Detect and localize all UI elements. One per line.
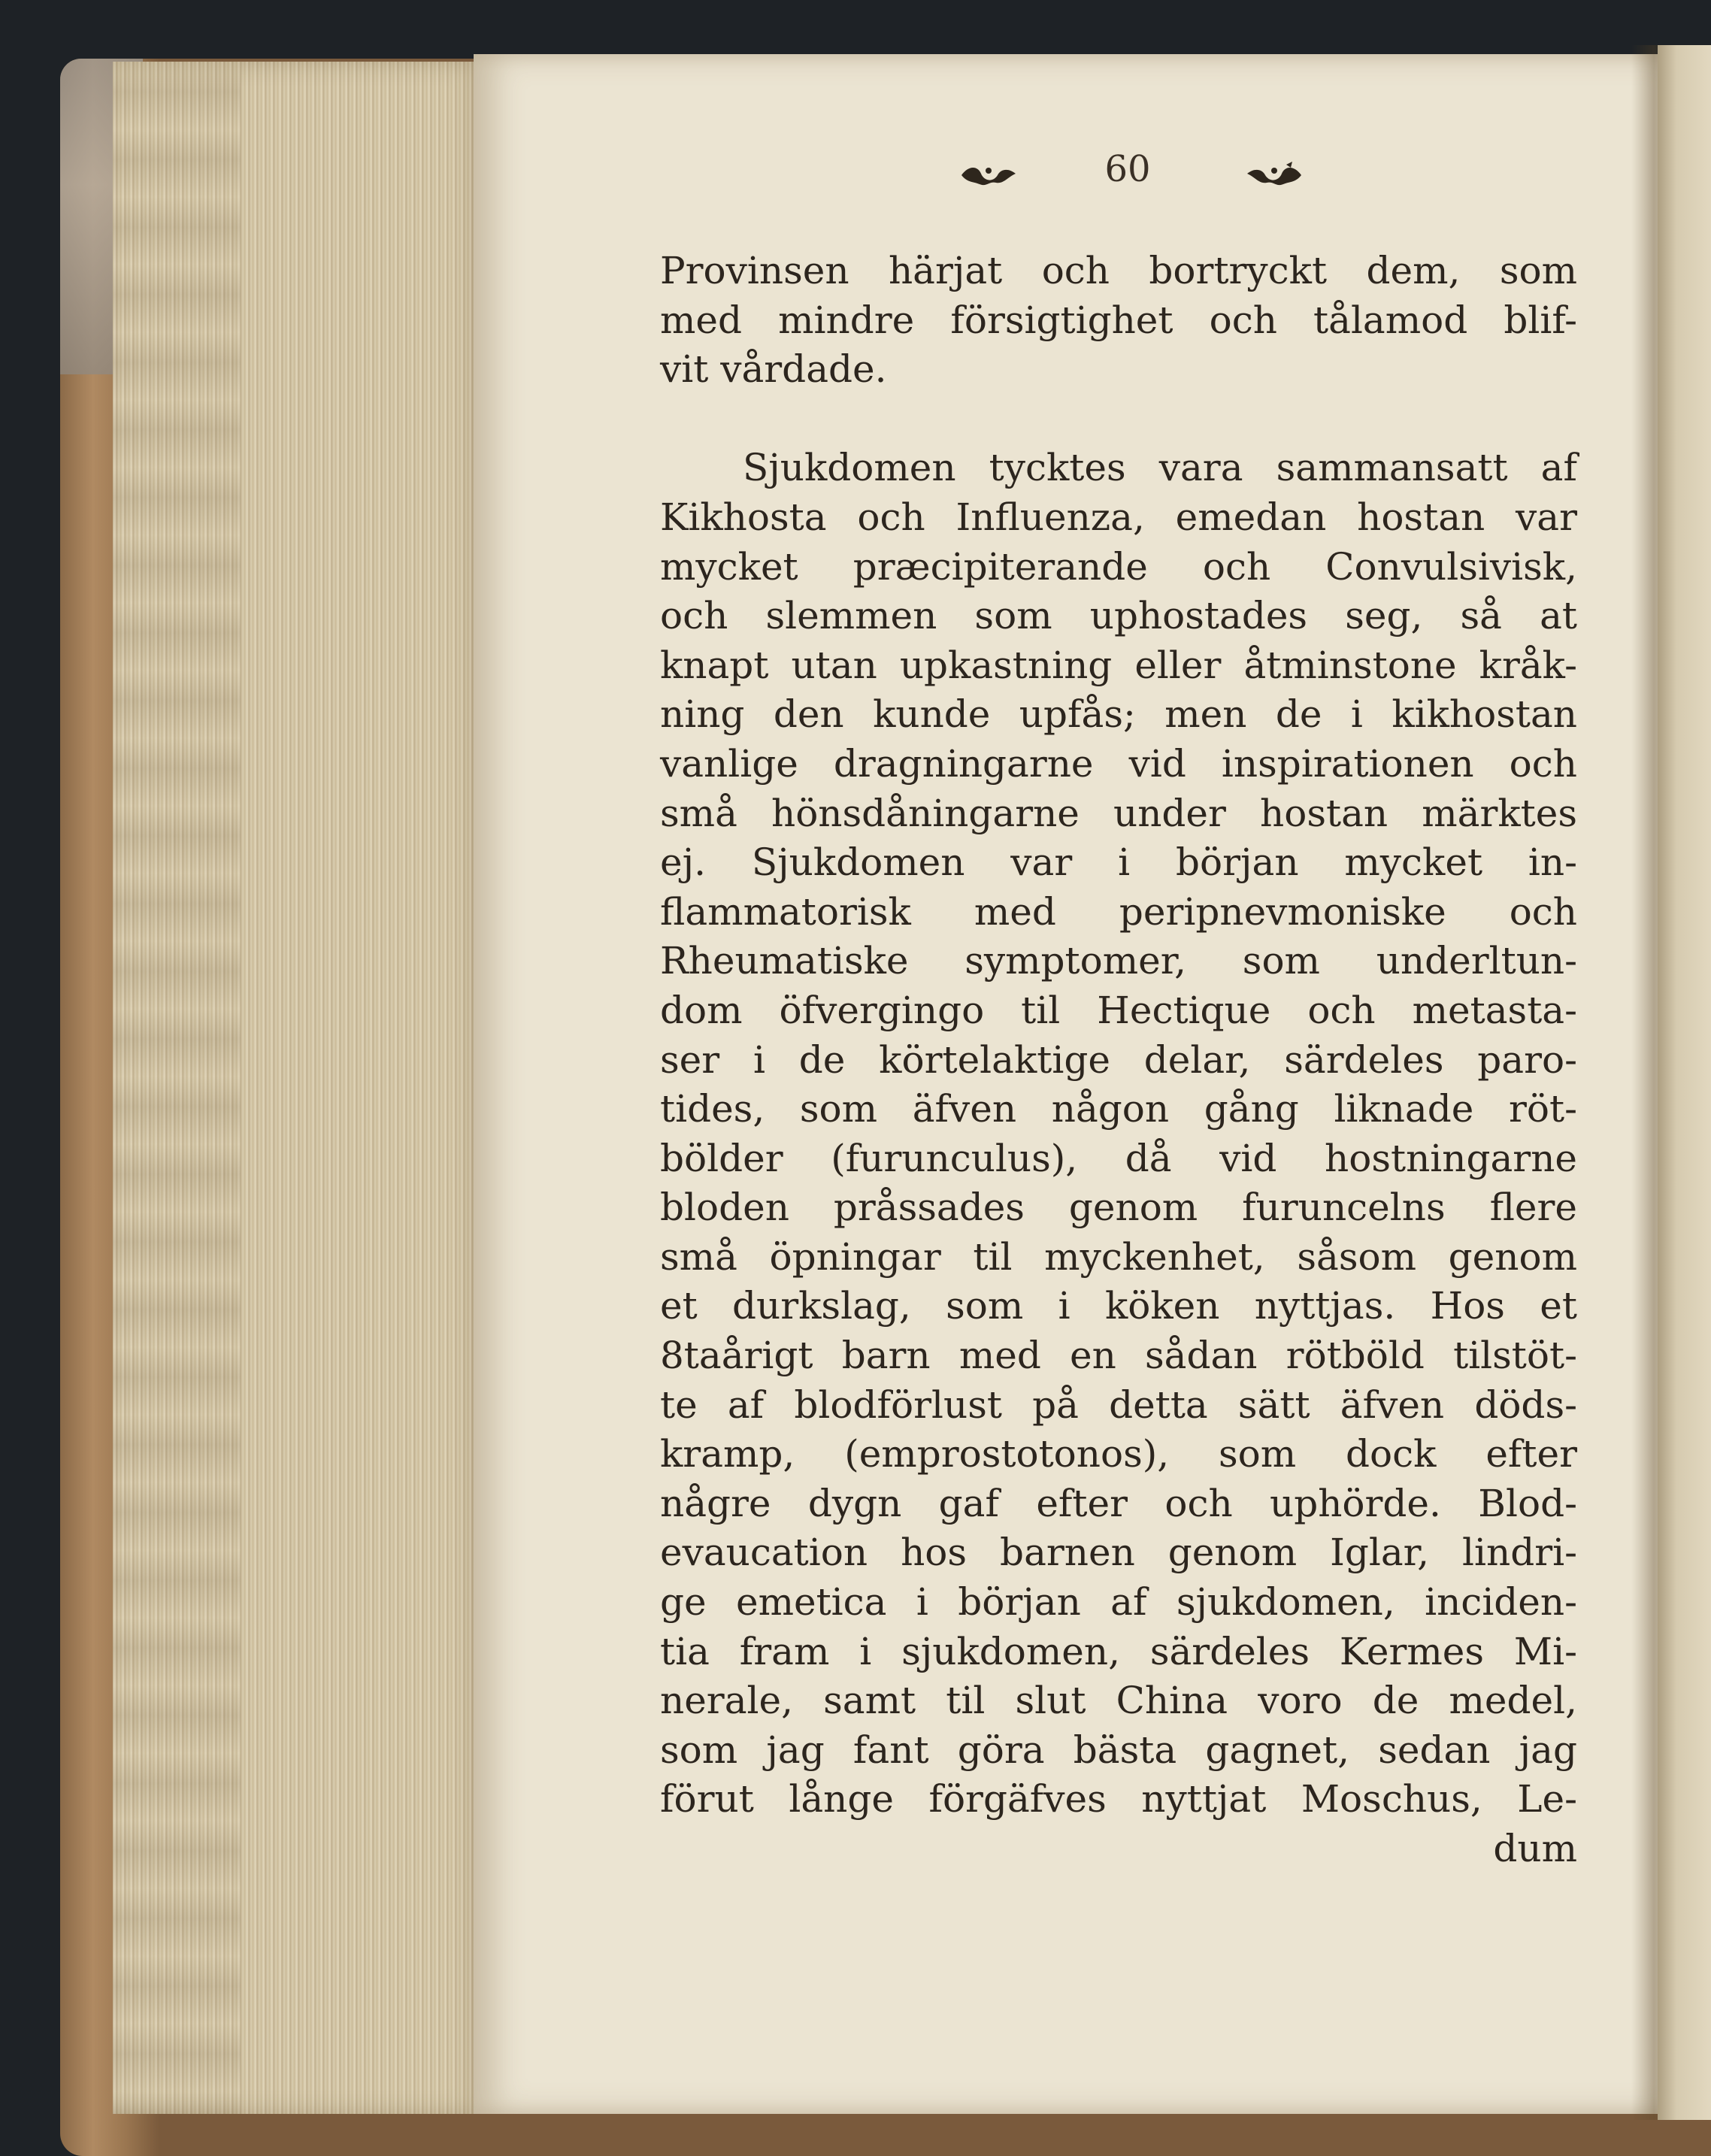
fleuron-right-icon [1244, 160, 1304, 190]
text-line: ning den kunde upfås; men de i kikhostan [660, 692, 1577, 737]
text-line: Sjukdomen tycktes vara sammansatt af [743, 446, 1577, 490]
text-line: förut långe förgäfves nyttjat Moschus, Le- [660, 1777, 1577, 1821]
text-line: evaucation hos barnen genom Iglar, lindri- [660, 1531, 1577, 1575]
text-line: ge emetica i början af sjukdomen, inciden- [660, 1580, 1577, 1625]
text-line: tides, som äfven någon gång liknade röt- [660, 1087, 1577, 1131]
text-line: flammatorisk med peripnevmoniske och [660, 889, 1577, 934]
text-line: dom öfvergingo til Hectique och metasta- [660, 988, 1577, 1032]
fleuron-left-icon [958, 160, 1019, 190]
text-line: te af blodförlust på detta sätt äfven döds- [660, 1382, 1577, 1427]
text-line: vit vårdade. [660, 347, 887, 392]
text-line: Provinsen härjat och bortryckt dem, som [660, 249, 1577, 292]
text-line: små hönsdåningarne under hostan märktes [660, 791, 1577, 835]
text-line: Rheumatiske symptomer, som underltun- [660, 939, 1577, 983]
text-line: et durkslag, som i köken nyttjas. Hos et [660, 1284, 1577, 1328]
text-line: vanlige dragningarne vid inspirationen och [660, 741, 1577, 786]
page-stack-shading [113, 62, 241, 2114]
text-line: med mindre försigtighet och tålamod blif- [660, 298, 1577, 342]
catchword: dum [1493, 1827, 1577, 1870]
text-line: nerale, samt til slut China voro de medel, [660, 1679, 1577, 1723]
text-line: små öpningar til myckenhet, såsom genom [660, 1234, 1577, 1279]
text-line: tia fram i sjukdomen, särdeles Kermes Mi- [660, 1629, 1577, 1673]
paragraph-gap [660, 395, 1577, 444]
text-line: Kikhosta och Influenza, emedan hostan var [660, 495, 1577, 539]
text-line: någre dygn gaf efter och uphörde. Blod- [660, 1481, 1577, 1525]
text-line: som jag fant göra bästa gagnet, sedan jag [660, 1728, 1577, 1772]
text-line: kramp, (emprostotonos), som dock efter [660, 1432, 1577, 1476]
text-line: knapt utan upkastning eller åtminstone kråk- [660, 643, 1577, 687]
text-line: ser i de körtelaktige delar, särdeles paro- [660, 1037, 1577, 1082]
text-line: mycket præcipiterande och Convulsivisk, [660, 544, 1577, 589]
page-number: 60 [1104, 148, 1151, 190]
text-line: bölder (furunculus), då vid hostningarne [660, 1136, 1577, 1180]
text-line: bloden pråssades genom furuncelns flere [660, 1185, 1577, 1230]
text-line: 8taårigt barn med en sådan rötböld tilstöt- [660, 1334, 1577, 1378]
page-header [0, 147, 1711, 207]
text-line: och slemmen som uphostades seg, så at [660, 594, 1577, 638]
body-text [660, 247, 1577, 1874]
text-line: ej. Sjukdomen var i början mycket in- [660, 840, 1577, 885]
gutter-shadow [1631, 45, 1676, 2120]
